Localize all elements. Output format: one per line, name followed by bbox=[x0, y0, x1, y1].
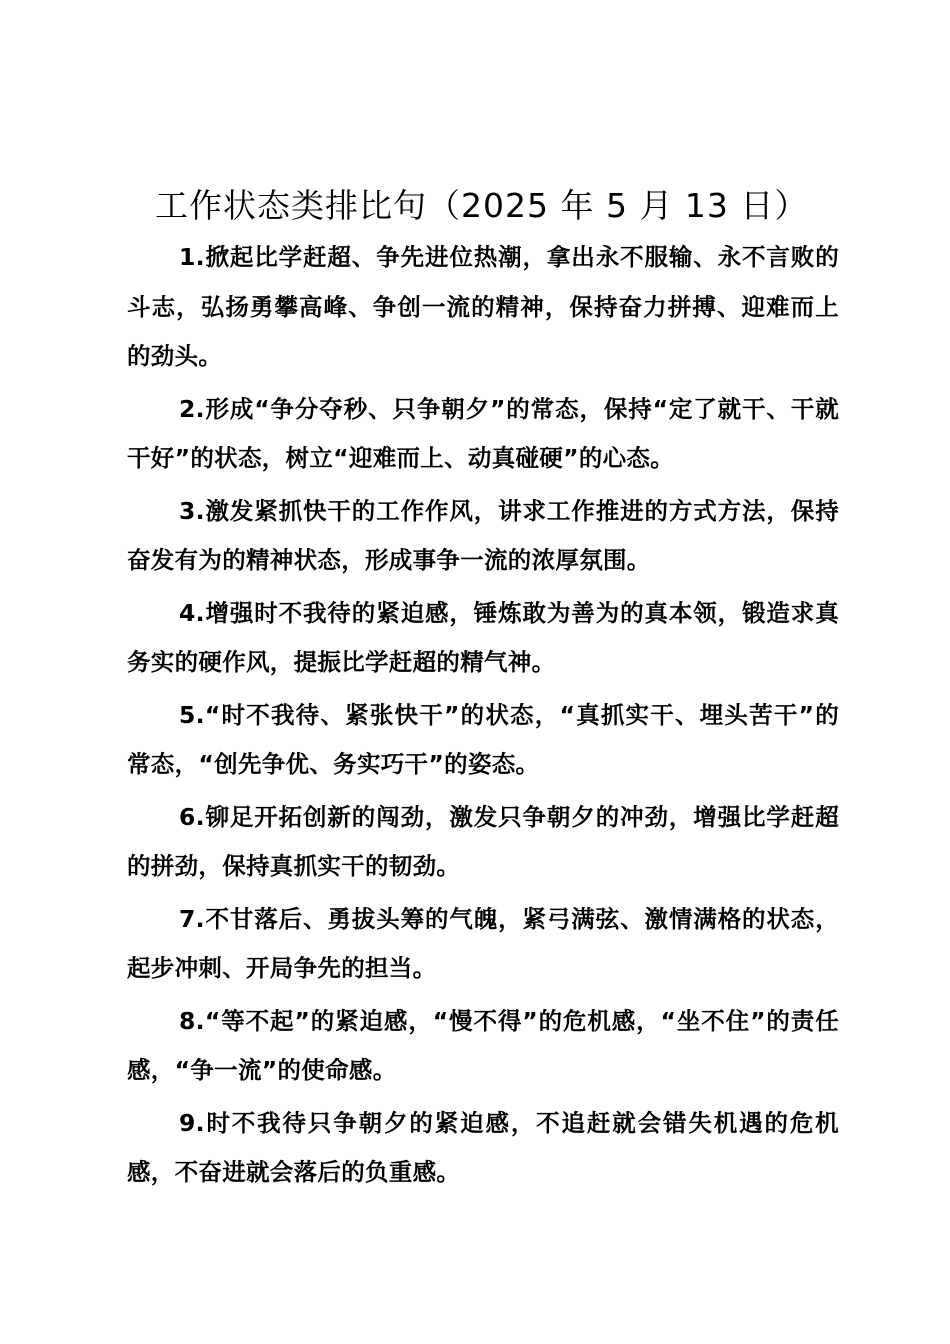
paragraph-2: 2.形成“争分夺秒、只争朝夕”的常态，保持“定了就干、干就干好”的状态，树立“迎难而上、动真碰硬”的心态。 bbox=[127, 394, 839, 472]
paragraph-7: 7.不甘落后、勇拔头筹的气魄，紧弓满弦、激情满格的状态，起步冲刺、开局争先的担当。 bbox=[127, 904, 839, 982]
paragraph-9: 9.时不我待只争朝夕的紧迫感，不追赶就会错失机遇的危机感，不奋进就会落后的负重感。 bbox=[127, 1108, 839, 1186]
paragraph-6: 6.铆足开拓创新的闯劲，激发只争朝夕的冲劲，增强比学赶超的拼劲，保持真抓实干的韧劲。 bbox=[127, 802, 839, 880]
document-body bbox=[127, 233, 839, 1201]
paragraph-8: 8.“等不起”的紧迫感，“慢不得”的危机感，“坐不住”的责任感，“争一流”的使命感。 bbox=[127, 1006, 839, 1084]
paragraph-3: 3.激发紧抓快干的工作作风，讲求工作推进的方式方法，保持奋发有为的精神状态，形成事争一流的浓厚氛围。 bbox=[127, 496, 839, 574]
paragraph-1: 1.掀起比学赶超、争先进位热潮，拿出永不服输、永不言败的斗志，弘扬勇攀高峰、争创一流的精神，保持奋力拼搏、迎难而上的劲头。 bbox=[127, 243, 839, 370]
document-title: 工作状态类排比句（2025 年 5 月 13 日） bbox=[155, 186, 809, 225]
paragraph-4: 4.增强时不我待的紧迫感，锤炼敢为善为的真本领，锻造求真务实的硬作风，提振比学赶超的精气神。 bbox=[127, 598, 839, 676]
paragraph-5: 5.“时不我待、紧张快干”的状态，“真抓实干、埋头苦干”的常态，“创先争优、务实巧干”的姿态。 bbox=[127, 700, 839, 778]
